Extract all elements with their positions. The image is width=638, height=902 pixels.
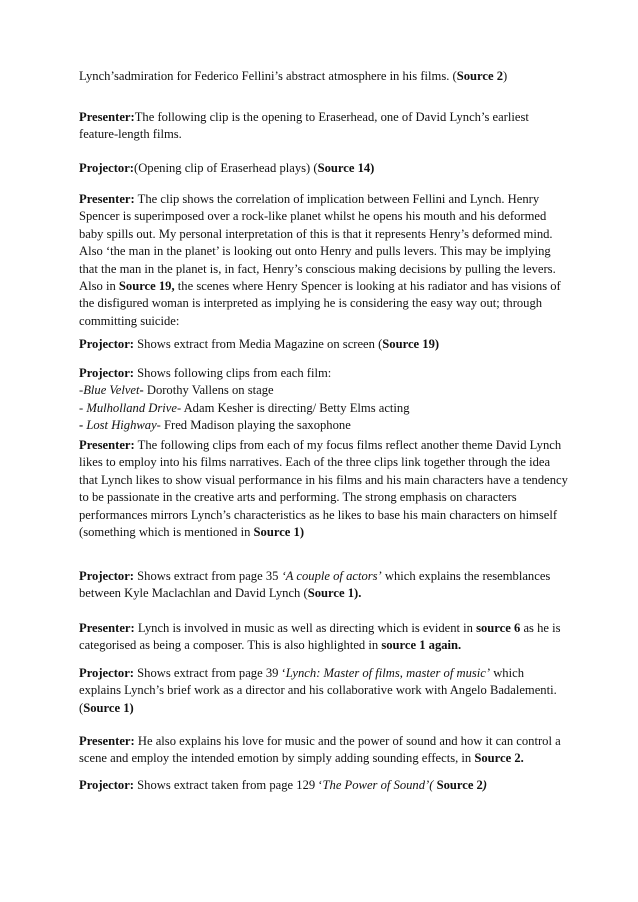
p5-label: Projector: [79, 337, 134, 351]
paragraph-9 [79, 620, 569, 655]
p4-text2: the scenes where Henry Spencer is looking at his radiator and has visions of the disfigured woman is interpreted as implying he is considering the easy way out; through committing suicide: [79, 279, 561, 328]
p1-text: Lynch’sadmiration for Federico Fellini’s abstract atmosphere in his films. ( [79, 69, 457, 83]
paragraph-3 [79, 160, 374, 177]
p12-title: The Power of Sound’( [322, 778, 434, 792]
p8-label: Projector: [79, 569, 134, 583]
p2-text: The following clip is the opening to Eraserhead, one of David Lynch’s earliest feature-length films. [79, 110, 529, 142]
paragraph-6 [79, 365, 410, 435]
p12-source: Source 2 [436, 778, 483, 792]
p6-intro [79, 365, 410, 382]
paragraph-7 [79, 437, 569, 541]
p9-text2: as he is categorised as being a composer. This is also highlighted in [79, 621, 561, 653]
p6-clip-3-title: Lost Highway [86, 418, 157, 433]
paragraph-2 [79, 109, 569, 144]
p6-label: Projector: [79, 366, 134, 380]
p8-text1: Shows extract from page 35 [134, 569, 282, 583]
paragraph-10 [79, 665, 569, 717]
p6-text: Shows following clips from each film: [134, 366, 332, 380]
paragraph-8 [79, 568, 569, 603]
p6-clip-2 [79, 400, 410, 417]
paragraph-4 [79, 191, 569, 330]
p3-source: Source 14) [317, 161, 375, 175]
p10-source: Source 1) [83, 700, 134, 715]
p6-clip-1-desc: Dorothy Vallens on stage [143, 383, 274, 398]
p1-source: Source 2 [456, 69, 504, 83]
p4-label: Presenter: [79, 192, 135, 206]
p3-label: Projector: [79, 161, 134, 175]
p9-source-2: source 1 again. [381, 638, 462, 653]
p12-end: ) [482, 778, 488, 792]
p4-source: Source 19, [118, 279, 175, 294]
p10-text1: Shows extract from page 39 ‘ [134, 666, 286, 680]
paragraph-12 [79, 777, 487, 794]
p6-clip-1-prefix: - [79, 383, 84, 398]
p9-source-1: source 6 [476, 621, 521, 635]
p8-source: Source 1). [307, 586, 362, 601]
p6-clip-1-dash: - [139, 383, 144, 398]
paragraph-11 [79, 733, 569, 768]
p6-clip-2-prefix: - [79, 400, 87, 415]
p6-clip-2-title: Mulholland Drive [86, 400, 177, 415]
p7-text: The following clips from each of my focus films reflect another theme David Lynch likes to employ into his films narratives. Each of the three clips link together through the idea that Lynch likes to show visual performance in his films and his main characters have a tendency to be passionate in the creative arts and performing. The strong emphasis on characters performances mirrors Lynch’s characteristics as he likes to base his main characters on himself (something which is mentioned in [79, 438, 568, 540]
p10-label: Projector: [79, 666, 134, 680]
p8-text2: which explains the resemblances between Kyle Maclachlan and David Lynch ( [79, 569, 551, 601]
p6-clip-2-desc: - Adam Kesher is directing/ Betty Elms acting [176, 400, 410, 415]
p12-label: Projector: [79, 778, 134, 792]
p6-clip-3-prefix: - [79, 418, 87, 433]
p7-label: Presenter: [79, 438, 135, 452]
p11-text: He also explains his love for music and the power of sound and how it can control a scene and employ the intended emotion by simply adding sounding effects, in [79, 734, 561, 766]
p9-text1: Lynch is involved in music as well as directing which is evident in [134, 621, 477, 635]
p11-source: Source 2. [474, 751, 524, 766]
p5-source: Source 19) [382, 337, 440, 351]
p6-clip-1 [79, 382, 410, 399]
p6-clip-3-desc: - Fred Madison playing the saxophone [156, 418, 351, 433]
p7-source: Source 1) [253, 525, 305, 540]
p4-text1: The clip shows the correlation of implication between Fellini and Lynch. Henry Spencer is superimposed over a rock-like planet whilst he opens his mouth and his deformed baby spills out. My personal interpretation of this is that it represents Henry’s deformed mind. Also ‘the man in the planet’ is looking out onto Henry and pulls levers. This may be implying that the man in the planet is, in fact, Henry’s conscious making decisions by pulling the levers. Also in [79, 192, 556, 294]
p9-label: Presenter: [79, 621, 135, 635]
p11-label: Presenter: [79, 734, 135, 748]
p10-title: Lynch: Master of films, master of music’ [285, 666, 491, 680]
p5-text: Shows extract from Media Magazine on screen ( [134, 337, 383, 351]
p6-clip-1-title: Blue Velvet [83, 383, 140, 398]
p10-text2: which explains Lynch’s brief work as a director and his collaborative work with Angelo Badalementi. ( [79, 666, 557, 715]
p2-label: Presenter: [79, 110, 135, 124]
paragraph-1 [79, 68, 507, 85]
paragraph-5 [79, 336, 439, 353]
p3-text: (Opening clip of Eraserhead plays) ( [134, 161, 318, 175]
p12-text1: Shows extract taken from page 129 ‘ [134, 778, 323, 792]
p6-clip-3 [79, 417, 410, 434]
p1-end: ) [503, 69, 508, 83]
p8-title: ‘A couple of actors’ [281, 569, 382, 583]
